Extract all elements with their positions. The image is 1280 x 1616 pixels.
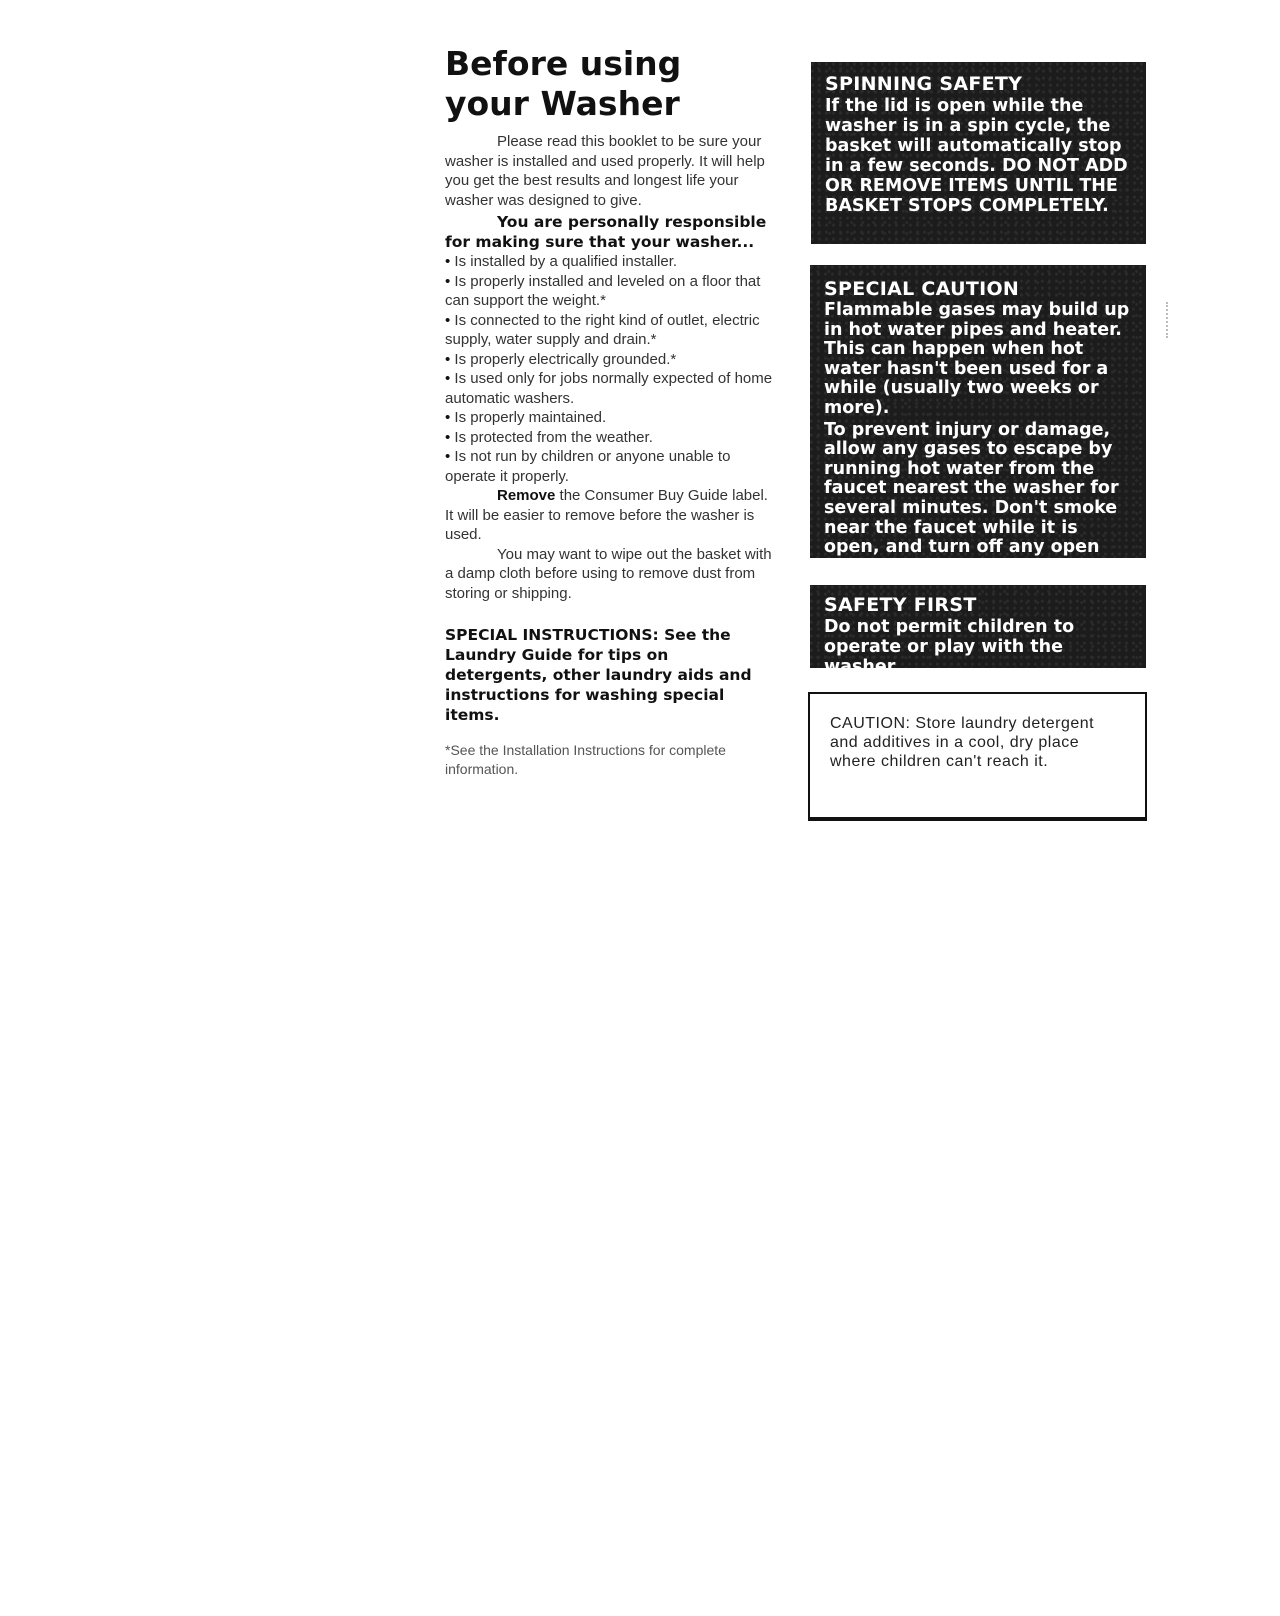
wipe-paragraph: You may want to wipe out the basket with a damp cloth before using to remove dust from storing or shipping. [445, 545, 772, 602]
left-column [445, 44, 775, 793]
checklist-item: • Is protected from the weather. [445, 428, 775, 448]
safety-first-title: SAFETY FIRST [824, 594, 977, 616]
checklist-item: • Is connected to the right kind of outlet, electric supply, water supply and drain.* [445, 311, 775, 350]
remove-lead: Remove [497, 487, 556, 504]
footnote: *See the Installation Instructions for complete information. [445, 741, 726, 777]
caution-note-text: CAUTION: Store laundry detergent and additives in a cool, dry place where children can't reach it. [830, 715, 1095, 770]
remove-label-paragraph [445, 486, 775, 545]
scan-specks [1166, 302, 1170, 338]
title-line-2: your Washer [445, 84, 680, 123]
special-instructions: SPECIAL INSTRUCTIONS: See the Laundry Guide for tips on detergents, other laundry aids and instructions for washing special items. [445, 626, 752, 724]
safety-first-box [810, 585, 1146, 677]
special-caution-text-1: Flammable gases may build up in hot water pipes and heater. This can happen when hot water hasn't been used for a while (usually two weeks or more). [824, 300, 1130, 418]
checklist-item: • Is not run by children or anyone unable to operate it properly. [445, 447, 775, 486]
responsibility-checklist [445, 252, 775, 486]
remove-text: the Consumer Buy Guide label. It will be easier to remove before the washer is used. [445, 487, 768, 543]
spinning-safety-title: SPINNING SAFETY [825, 73, 1023, 95]
special-caution-title: SPECIAL CAUTION [824, 278, 1020, 300]
intro-paragraph: Please read this booklet to be sure your washer is installed and used properly. It will help you get the best results and longest life your washer was designed to give. [445, 133, 765, 209]
special-caution-text-2: To prevent injury or damage, allow any gases to escape by running hot water from the faucet nearest the washer for several minutes. Don't smoke near the faucet while it is open, and turn off any open flame. [824, 419, 1119, 577]
page-title [445, 44, 775, 124]
safety-first-text: Do not permit children to operate or play with the washer. [824, 617, 1075, 677]
spinning-safety-box [811, 62, 1146, 244]
checklist-item: • Is installed by a qualified installer. [445, 252, 775, 272]
special-caution-box [810, 265, 1146, 577]
checklist-item: • Is used only for jobs normally expected of home automatic washers. [445, 369, 775, 408]
checklist-item: • Is properly maintained. [445, 408, 775, 428]
caution-note-box [808, 692, 1147, 821]
checklist-item: • Is properly installed and leveled on a floor that can support the weight.* [445, 272, 775, 311]
responsibility-heading: You are personally responsible for making sure that your washer... [445, 213, 767, 251]
title-line-1: Before using [445, 44, 682, 83]
checklist-item: • Is properly electrically grounded.* [445, 350, 775, 370]
spinning-safety-text: If the lid is open while the washer is in a spin cycle, the basket will automatically stop in a few seconds. DO NOT ADD OR REMOVE ITEMS UNTIL THE BASKET STOPS COMPLETELY. [825, 96, 1128, 216]
